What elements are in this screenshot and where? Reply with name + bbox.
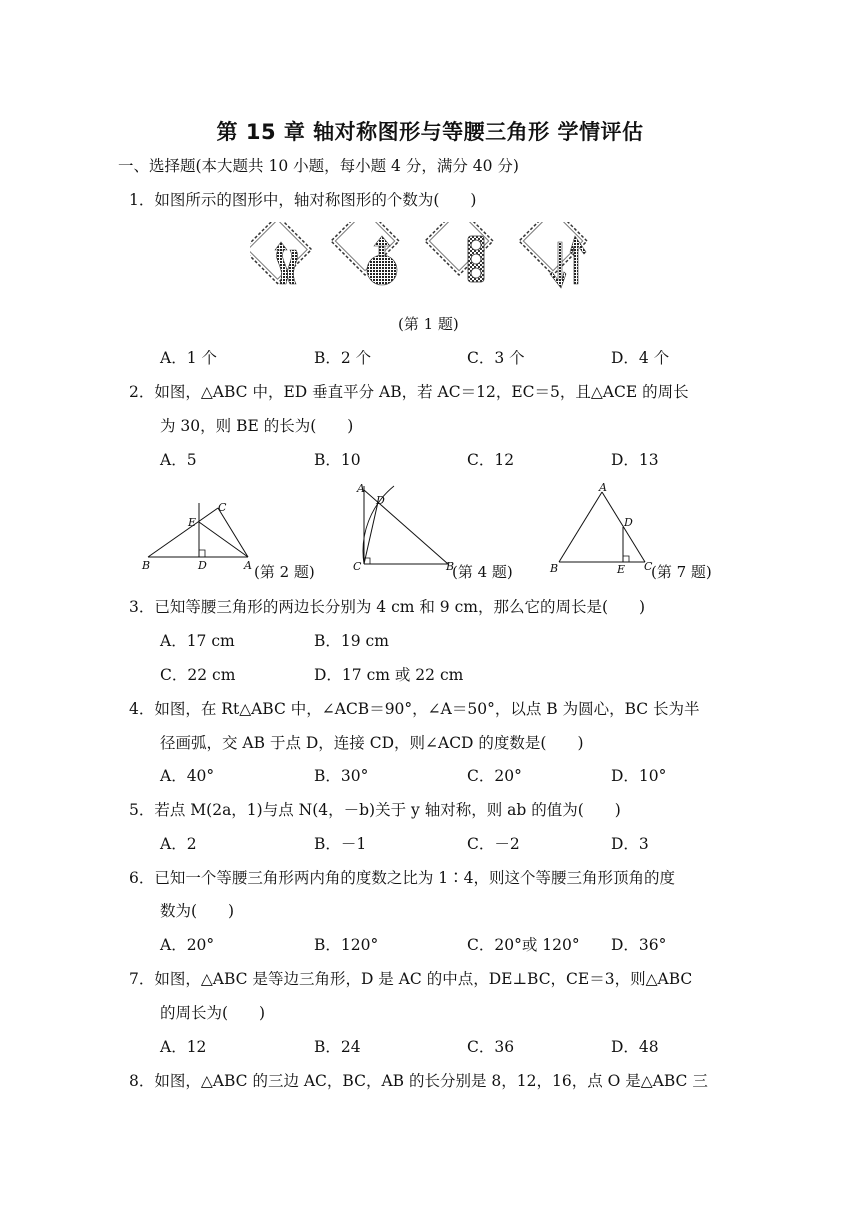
figure-4-caption: (第 4 题) [452,563,513,581]
figure-1-traffic-signs [250,222,610,298]
fig2-label-b: B [142,559,151,572]
question-4-line-2: 径画弧，交 AB 于点 D，连接 CD，则∠ACD 的度数是( ) [160,734,584,752]
fig7-label-e: E [617,563,626,576]
fig2-label-a: A [244,559,252,572]
figure-2-triangle [138,495,258,575]
question-4-line-1: 4．如图，在 Rt△ABC 中，∠ACB＝90°，∠A＝50°，以点 B 为圆心，BC 长为半 [129,700,700,718]
fig4-label-a: A [357,482,365,495]
question-6-line-1: 6．已知一个等腰三角形两内角的度数之比为 1∶4，则这个等腰三角形顶角的度 [129,869,676,887]
sign-traffic-light-icon [425,222,493,282]
q7-option-c: C．36 [467,1038,515,1056]
q2-option-d: D．13 [611,451,659,469]
q5-option-a: A．2 [160,835,197,853]
figure-1-caption: (第 1 题) [398,315,459,333]
q6-option-c: C．20°或 120° [467,936,580,954]
q1-option-d: D．4 个 [611,349,670,367]
q5-option-c: C．－2 [467,835,520,853]
q4-option-b: B．30° [314,767,369,785]
q7-option-d: D．48 [611,1038,659,1056]
question-7-line-1: 7．如图，△ABC 是等边三角形，D 是 AC 的中点，DE⊥BC，CE＝3，则△ABC [129,970,693,988]
q1-option-a: A．1 个 [160,349,217,367]
fig7-label-d: D [624,516,633,529]
question-2-line-1: 2．如图，△ABC 中，ED 垂直平分 AB，若 AC＝12，EC＝5，且△ACE 的周长 [129,383,689,401]
q7-option-a: A．12 [160,1038,207,1056]
fig7-label-a: A [599,482,607,494]
q1-option-b: B．2 个 [314,349,372,367]
q6-option-b: B．120° [314,936,379,954]
figure-7-equilateral-triangle [545,482,655,577]
q2-option-c: C．12 [467,451,515,469]
figure-2-caption: (第 2 题) [254,563,315,581]
q5-option-b: B．－1 [314,835,367,853]
q3-option-a: A．17 cm [160,632,235,650]
question-5-text: 5．若点 M(2a，1)与点 N(4，－b)关于 y 轴对称，则 ab 的值为( ) [129,801,621,819]
question-1-text: 1．如图所示的图形中，轴对称图形的个数为( ) [129,191,477,209]
question-6-line-2: 数为( ) [160,902,235,920]
figure-7-caption: (第 7 题) [651,563,712,581]
sign-roundabout-icon [331,222,399,285]
page-title: 第 15 章 轴对称图形与等腰三角形 学情评估 [216,120,644,144]
q1-option-c: C．3 个 [467,349,525,367]
q4-option-d: D．10° [611,767,667,785]
fig7-label-c: C [644,560,653,573]
section-heading: 一、选择题(本大题共 10 小题，每小题 4 分，满分 40 分) [118,157,519,175]
fig4-label-c: C [353,560,362,573]
question-3-text: 3．已知等腰三角形的两边长分别为 4 cm 和 9 cm，那么它的周长是( ) [129,598,646,616]
fig2-label-d: D [198,559,207,572]
q3-option-c: C．22 cm [160,666,236,684]
q4-option-c: C．20° [467,767,522,785]
q7-option-b: B．24 [314,1038,361,1056]
q5-option-d: D．3 [611,835,649,853]
fig4-label-b: B [446,560,455,573]
q2-option-b: B．10 [314,451,361,469]
fig4-label-d: D [376,494,385,507]
figure-4-right-triangle [348,480,458,575]
q4-option-a: A．40° [160,767,215,785]
q6-option-a: A．20° [160,936,215,954]
q2-option-a: A．5 [160,451,197,469]
sign-two-way-arrows-icon [519,222,587,288]
sign-curved-road-icon [250,222,311,284]
q6-option-d: D．36° [611,936,667,954]
question-8-line-1: 8．如图，△ABC 的三边 AC，BC，AB 的长分别是 8，12，16，点 O 是△ABC 三 [129,1072,708,1090]
fig7-label-b: B [550,562,559,575]
q3-option-d: D．17 cm 或 22 cm [314,666,464,684]
fig2-label-c: C [218,501,227,514]
question-7-line-2: 的周长为( ) [160,1004,266,1022]
fig2-label-e: E [188,516,197,529]
q3-option-b: B．19 cm [314,632,389,650]
question-2-line-2: 为 30，则 BE 的长为( ) [160,417,354,435]
